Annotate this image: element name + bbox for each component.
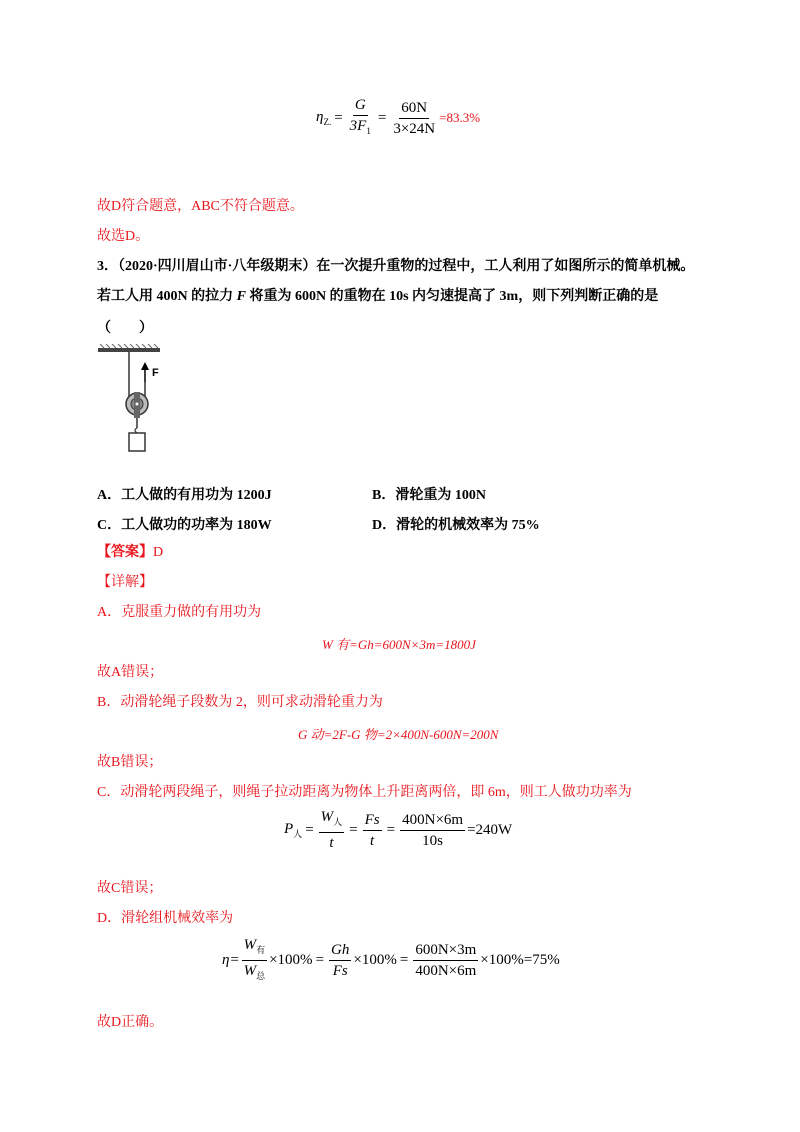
frac-denominator-value: 400N×6m	[415, 963, 477, 979]
frac-denominator: t	[329, 835, 334, 851]
power-equation: $P_人$ = $\frac{W_人}{t}$ = $\frac{Fs}{t}$ = $\frac{400N\times 6m}{10s}$ =240W	[284, 809, 513, 851]
fraction-values	[391, 99, 437, 138]
solution-c-text: C．动滑轮两段绳子，则绳子拉动距离为物体上升距离两倍，即 6m，则工人做功功率为	[97, 785, 632, 800]
frac-denominator-value: 10s	[422, 832, 444, 849]
efficiency-result: ×100%=75%	[480, 952, 560, 968]
fraction-g-over-3f	[348, 96, 373, 140]
question-text-2b: 将重为 600N 的重物在 10s 内匀速提高了 3m，则下列判断正确的是	[245, 289, 659, 304]
frac-den-subscript: 1	[366, 126, 371, 136]
solution-d-conclusion: 故D正确。	[97, 1015, 164, 1030]
detail-label: 【详解】	[97, 575, 153, 590]
answer-label: 【答案】	[97, 545, 153, 560]
answer-line	[97, 544, 163, 562]
power-symbol: P	[284, 820, 294, 837]
prev-answer: 故选D。	[97, 229, 150, 244]
frac-denominator: Fs	[332, 963, 348, 979]
force-arrow-head	[141, 362, 149, 370]
eta-equation-top: $\eta_{Z.}$ = $\frac{G}{3F_1}$ = $\frac{60N}{3\times 24N}$ =83.3%	[316, 96, 480, 140]
option-a[interactable]: A．工人做的有用功为 1200J	[97, 488, 272, 503]
frac-numerator: W	[320, 809, 334, 825]
answer-value: D	[153, 545, 164, 560]
ceiling-bar	[98, 348, 160, 352]
percent-factor-1: ×100%	[269, 952, 313, 968]
question-text-1: （2020·四川眉山市·八年级期末）在一次提升重物的过程中，工人利用了如图所示的简单机械。	[118, 259, 695, 274]
frac-numerator-value: 600N×3m	[413, 941, 478, 961]
fraction-w-useful-over-total	[242, 936, 268, 985]
answer-bracket: （ ）	[97, 321, 153, 336]
frac-numerator: Gh	[331, 942, 350, 958]
percent-factor-2: ×100%	[353, 952, 397, 968]
prev-conclusion: 故D符合题意，ABC不符合题意。	[97, 199, 304, 214]
solution-b-conclusion: 故B错误；	[97, 755, 163, 770]
eta-subscript: Z.	[323, 117, 332, 127]
pulley-figure	[96, 344, 166, 464]
frac-denominator: t	[370, 832, 375, 849]
fraction-power-values	[400, 811, 465, 850]
option-c[interactable]: C．工人做功的功率为 180W	[97, 518, 272, 533]
frac-numerator-value: 400N×6m	[400, 811, 465, 831]
solution-c-conclusion: 故C错误；	[97, 881, 163, 896]
frac-numerator-value: 60N	[399, 99, 429, 119]
weight-block	[129, 433, 145, 451]
question-number: 3．	[97, 259, 118, 274]
frac-num-subscript: 人	[333, 817, 343, 827]
fraction-w-over-t	[319, 808, 345, 852]
option-d[interactable]: D．滑轮的机械效率为 75%	[372, 518, 540, 533]
fraction-gh-over-fs	[329, 941, 351, 980]
frac-denominator: 3F	[349, 118, 367, 134]
fraction-efficiency-values	[413, 941, 478, 980]
frac-numerator: G	[354, 97, 366, 113]
frac-numerator: Fs	[364, 811, 380, 828]
ceiling-hatch	[100, 344, 158, 348]
pulley-axle	[136, 403, 139, 406]
solution-a-conclusion: 故A错误；	[97, 665, 164, 680]
fraction-fs-over-t	[363, 811, 382, 850]
efficiency-equation: η= $\frac{W_有}{W_总}$ ×100% = $\frac{Gh}{Fs}$ ×100% = $\frac{600N\times 3m}{400N\times 6m}$ ×100%=75%	[222, 936, 560, 985]
eta-symbol: η	[316, 109, 324, 125]
frac-denominator: W	[243, 963, 257, 979]
solution-b-equation: G 动=2F-G 物=2×400N-600N=200N	[298, 727, 499, 742]
eta-result: =83.3%	[439, 110, 481, 125]
frac-den-subscript: 总	[256, 971, 266, 981]
frac-denominator-value: 3×24N	[393, 120, 436, 137]
force-label: F	[152, 367, 159, 379]
power-result: =240W	[467, 821, 513, 838]
frac-num-subscript: 有	[256, 945, 266, 955]
question-force-symbol: F	[236, 289, 246, 304]
efficiency-symbol: η=	[222, 952, 240, 968]
question-line-1	[97, 258, 694, 276]
solution-a-text: A．克服重力做的有用功为	[97, 605, 262, 620]
frac-numerator: W	[243, 937, 257, 953]
solution-d-text: D．滑轮组机械效率为	[97, 911, 234, 926]
solution-b-text: B．动滑轮绳子段数为 2，则可求动滑轮重力为	[97, 695, 383, 710]
solution-a-equation: W 有=Gh=600N×3m=1800J	[322, 637, 476, 652]
option-b[interactable]: B．滑轮重为 100N	[372, 488, 486, 503]
question-line-2	[97, 288, 658, 306]
question-text-2a: 若工人用 400N 的拉力	[97, 289, 237, 304]
power-subscript: 人	[293, 828, 303, 839]
